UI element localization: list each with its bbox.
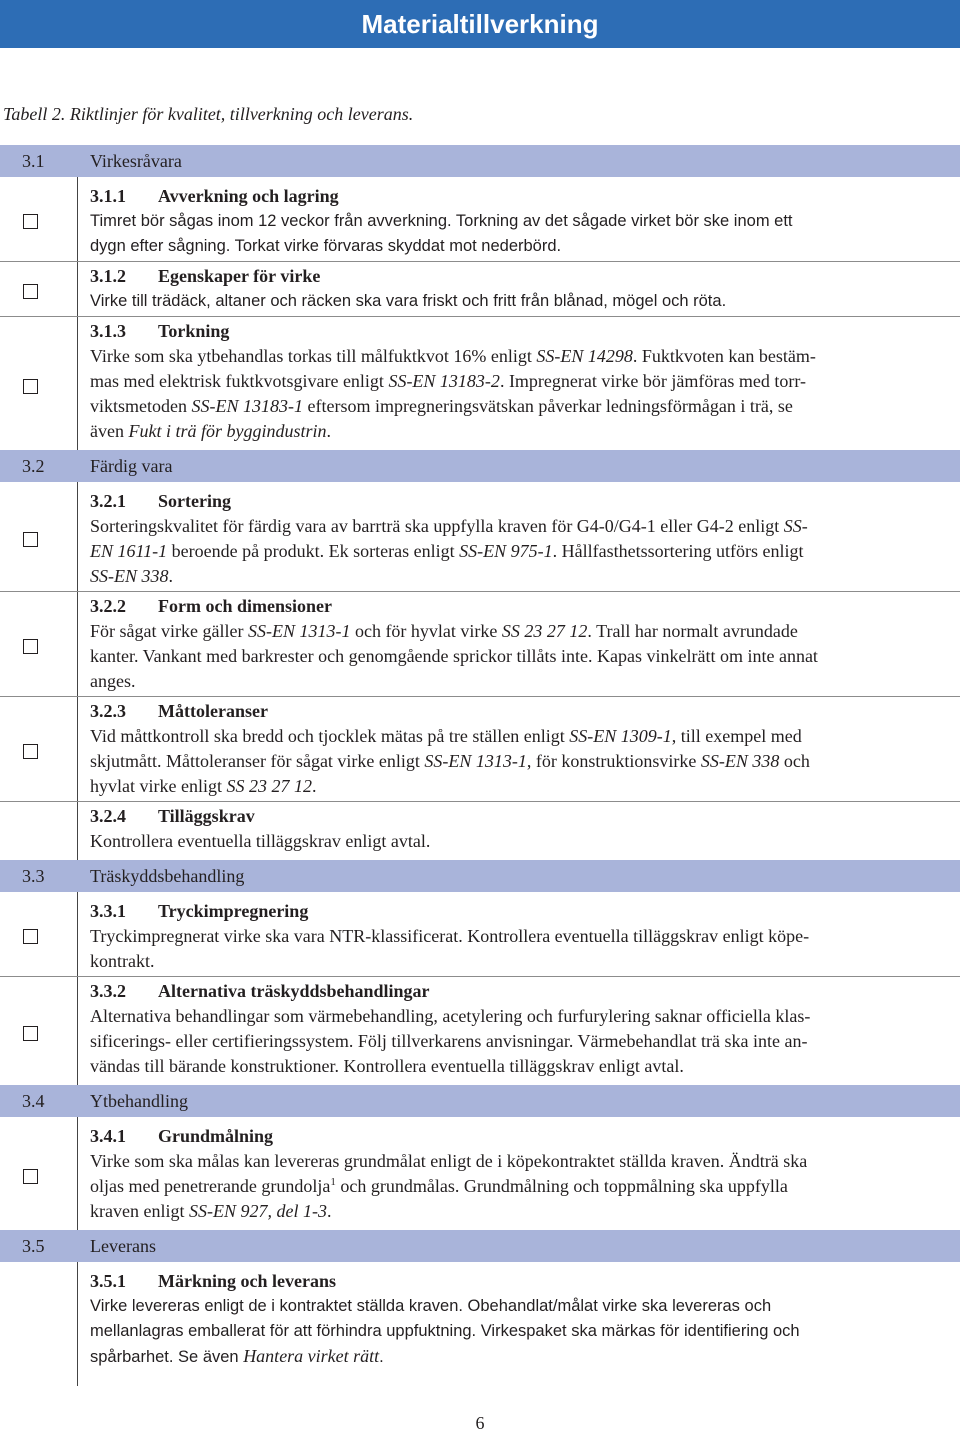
item-3-1-2 xyxy=(0,262,960,317)
text-line xyxy=(90,829,952,854)
text-line xyxy=(90,394,952,419)
text: kraven enligt xyxy=(90,1200,189,1221)
item-content xyxy=(78,317,960,450)
standard-reference: SS-EN 338 xyxy=(90,565,169,586)
item-heading xyxy=(90,264,952,289)
text-line xyxy=(90,1344,952,1370)
standard-reference: SS-EN 975-1 xyxy=(459,540,553,561)
text-line xyxy=(90,419,952,444)
section-number: 3.5 xyxy=(22,1235,45,1256)
checkbox-cell xyxy=(0,1262,78,1386)
item-heading xyxy=(90,184,952,209)
text: , för konstruktionsvirke xyxy=(526,750,701,771)
text: oljas med penetrerande grundolja xyxy=(90,1175,331,1196)
text: Virke levereras enligt de i kontraktet ställda kraven. Obehandlat/målat virke ska levereras och xyxy=(90,1296,772,1315)
text-line xyxy=(90,619,952,644)
text-line xyxy=(90,949,952,974)
text: hyvlat virke enligt xyxy=(90,775,227,796)
item-number: 3.3.2 xyxy=(90,980,126,1001)
checkbox-3-3-1[interactable] xyxy=(23,929,38,944)
item-number: 3.2.3 xyxy=(90,700,126,721)
section-title: Leverans xyxy=(90,1235,156,1256)
text: eftersom impregneringsvätskan påverkar ledningsförmågan i trä, se xyxy=(303,395,793,416)
item-title: Sortering xyxy=(158,490,231,511)
text: . Fuktkvoten kan bestäm- xyxy=(632,345,816,366)
standard-reference: SS-EN 1313-1 xyxy=(247,620,351,641)
publication-reference: Fukt i trä för byggindustrin xyxy=(128,420,327,441)
item-title: Grundmålning xyxy=(158,1125,274,1146)
checkbox-3-1-3[interactable] xyxy=(23,379,38,394)
standard-reference: SS- xyxy=(783,515,808,536)
publication-reference: Hantera virket rätt xyxy=(243,1345,380,1366)
text: även xyxy=(90,420,129,441)
checkbox-3-1-1[interactable] xyxy=(23,214,38,229)
item-heading xyxy=(90,1124,952,1149)
item-content xyxy=(78,177,960,261)
item-3-1-1 xyxy=(0,177,960,262)
text-line xyxy=(90,924,952,949)
item-number: 3.2.1 xyxy=(90,490,126,511)
checkbox-cell xyxy=(0,802,78,860)
text: skjutmått. Måttoleranser för sågat virke enligt xyxy=(90,750,425,771)
checkbox-cell xyxy=(0,592,78,696)
standard-reference: SS-EN 1313-1 xyxy=(424,750,527,771)
standard-reference: SS-EN 927, del 1-3 xyxy=(188,1200,327,1221)
item-3-2-3 xyxy=(0,697,960,802)
checkbox-cell xyxy=(0,317,78,450)
item-title: Tilläggskrav xyxy=(158,805,255,826)
item-heading xyxy=(90,1269,952,1294)
section-title: Färdig vara xyxy=(90,455,173,476)
text: . xyxy=(326,1200,332,1221)
text: . Hållfasthetssortering utförs enligt xyxy=(552,540,804,561)
item-number: 3.4.1 xyxy=(90,1125,126,1146)
section-3-4 xyxy=(0,1085,960,1230)
text: vändas till bärande konstruktioner. Kontrollera eventuella tilläggskrav enligt avtal. xyxy=(90,1055,684,1076)
text: Vid måttkontroll ska bredd och tjocklek mätas på tre ställen enligt xyxy=(90,725,570,746)
item-number: 3.2.2 xyxy=(90,595,126,616)
text-line xyxy=(90,539,952,564)
text-line xyxy=(90,1149,952,1174)
item-3-2-4 xyxy=(0,802,960,860)
footnote-marker: 1 xyxy=(330,1175,336,1188)
standard-reference: EN 1611-1 xyxy=(90,540,168,561)
section-title: Träskyddsbehandling xyxy=(90,865,245,886)
guidelines-table xyxy=(0,145,960,1386)
item-3-1-3 xyxy=(0,317,960,450)
item-content xyxy=(78,1117,960,1230)
item-content xyxy=(78,482,960,591)
checkbox-3-1-2[interactable] xyxy=(23,284,38,299)
page-title: Materialtillverkning xyxy=(361,9,599,39)
text: Virke som ska ytbehandlas torkas till målfuktkvot 16% enligt xyxy=(90,345,537,366)
text: Kontrollera eventuella tilläggskrav enligt avtal. xyxy=(90,830,431,851)
item-3-2-1 xyxy=(0,482,960,592)
section-header xyxy=(0,1230,960,1262)
text: mas med elektrisk fuktkvotsgivare enligt xyxy=(90,370,389,391)
standard-reference: SS 23 27 12 xyxy=(501,620,588,641)
checkbox-3-2-3[interactable] xyxy=(23,744,38,759)
item-3-4-1 xyxy=(0,1117,960,1230)
text: . Impregnerat virke bör jämföras med torr- xyxy=(499,370,806,391)
section-header xyxy=(0,450,960,482)
text-line xyxy=(90,749,952,774)
text: Tryckimpregnerat virke ska vara NTR-klassificerat. Kontrollera eventuella tilläggskrav enligt köpe- xyxy=(90,925,810,946)
text-line xyxy=(90,344,952,369)
text-line xyxy=(90,1199,952,1224)
text: . Trall har normalt avrundade xyxy=(587,620,798,641)
text: Virke som ska målas kan levereras grundmålat enligt de i köpekontraktet ställda kraven. Ändträ ska xyxy=(90,1150,808,1171)
section-header xyxy=(0,860,960,892)
standard-reference: SS-EN 13183-1 xyxy=(191,395,303,416)
checkbox-cell xyxy=(0,1117,78,1230)
section-number: 3.3 xyxy=(22,865,45,886)
text: Sorteringskvalitet för färdig vara av barrträ ska uppfylla kraven för G4-0/G4-1 eller G4-2 enligt xyxy=(90,515,784,536)
standard-reference: SS-EN 13183-2 xyxy=(388,370,500,391)
item-content xyxy=(78,892,960,976)
text: viktsmetoden xyxy=(90,395,192,416)
checkbox-cell xyxy=(0,697,78,801)
text-line xyxy=(90,564,952,589)
checkbox-cell xyxy=(0,892,78,976)
text: , till exempel med xyxy=(671,725,802,746)
checkbox-cell xyxy=(0,977,78,1085)
standard-reference: SS 23 27 12 xyxy=(226,775,312,796)
section-3-5 xyxy=(0,1230,960,1386)
text-line xyxy=(90,774,952,799)
item-title: Torkning xyxy=(158,320,230,341)
text: . xyxy=(311,775,317,796)
checkbox-cell xyxy=(0,177,78,261)
item-heading xyxy=(90,899,952,924)
text-line xyxy=(90,369,952,394)
section-number: 3.1 xyxy=(22,150,45,171)
item-content xyxy=(78,262,960,316)
text-line xyxy=(90,1294,952,1319)
text: Timret bör sågas inom 12 veckor från avverkning. Torkning av det sågade virket bör ske inom ett xyxy=(90,211,793,230)
page-number: 6 xyxy=(475,1413,485,1433)
text-line xyxy=(90,1054,952,1079)
checkbox-cell xyxy=(0,262,78,316)
text: Alternativa behandlingar som värmebehandling, acetylering och furfurylering saknar officiella klas- xyxy=(90,1005,811,1026)
item-heading xyxy=(90,319,952,344)
item-number: 3.3.1 xyxy=(90,900,126,921)
item-title: Egenskaper för virke xyxy=(158,265,321,286)
item-number: 3.2.4 xyxy=(90,805,126,826)
checkbox-3-3-2[interactable] xyxy=(23,1026,38,1041)
item-number: 3.1.1 xyxy=(90,185,126,206)
text: För sågat virke gäller xyxy=(90,620,248,641)
text: och för hyvlat virke xyxy=(350,620,502,641)
item-heading xyxy=(90,979,952,1004)
item-content xyxy=(78,697,960,801)
text: . xyxy=(379,1347,384,1366)
section-title: Ytbehandling xyxy=(90,1090,188,1111)
text-line xyxy=(90,1004,952,1029)
item-3-5-1 xyxy=(0,1262,960,1386)
standard-reference: SS-EN 1309-1 xyxy=(569,725,672,746)
text: och grundmålas. Grundmålning och toppmålning ska uppfylla xyxy=(335,1175,788,1196)
item-content xyxy=(78,592,960,696)
checkbox-cell xyxy=(0,482,78,591)
section-number: 3.4 xyxy=(22,1090,45,1111)
item-content xyxy=(78,1262,960,1386)
item-number: 3.1.2 xyxy=(90,265,126,286)
item-title: Alternativa träskyddsbehandlingar xyxy=(158,980,430,1001)
checkbox-3-4-1[interactable] xyxy=(23,1169,38,1184)
section-title: Virkesråvara xyxy=(90,150,182,171)
checkbox-3-2-1[interactable] xyxy=(23,532,38,547)
text-line xyxy=(90,1319,952,1344)
text-line xyxy=(90,644,952,669)
text-line xyxy=(90,234,952,259)
section-3-3 xyxy=(0,860,960,1085)
section-3-1 xyxy=(0,145,960,450)
text-line xyxy=(90,1174,952,1199)
text-line xyxy=(90,1029,952,1054)
item-heading xyxy=(90,489,952,514)
text: spårbarhet. Se även xyxy=(90,1347,244,1366)
item-number: 3.1.3 xyxy=(90,320,126,341)
text: anges. xyxy=(90,670,136,691)
text-line xyxy=(90,289,952,314)
standard-reference: SS-EN 14298 xyxy=(536,345,633,366)
text: kanter. Vankant med barkrester och genomgående sprickor tillåts inte. Kapas vinkelrätt om inte annat xyxy=(90,645,818,666)
text: sificerings- eller certifieringssystem. Följ tillverkarens anvisningar. Värmebehandlat trä ska inte an- xyxy=(90,1030,808,1051)
item-title: Måttoleranser xyxy=(158,700,268,721)
item-title: Form och dimensioner xyxy=(158,595,332,616)
item-3-2-2 xyxy=(0,592,960,697)
section-header xyxy=(0,145,960,177)
header-bar xyxy=(0,0,960,48)
item-title: Märkning och leverans xyxy=(158,1270,336,1291)
text-line xyxy=(90,514,952,539)
text: . xyxy=(326,420,331,441)
table-caption: Tabell 2. Riktlinjer för kvalitet, tillverkning och leverans. xyxy=(3,104,414,124)
item-3-3-2 xyxy=(0,977,960,1085)
text-line xyxy=(90,209,952,234)
section-header xyxy=(0,1085,960,1117)
checkbox-3-2-2[interactable] xyxy=(23,639,38,654)
section-number: 3.2 xyxy=(22,455,45,476)
text-line xyxy=(90,724,952,749)
item-title: Avverkning och lagring xyxy=(158,185,339,206)
text: kontrakt. xyxy=(90,950,155,971)
text-line xyxy=(90,669,952,694)
item-heading xyxy=(90,804,952,829)
text: . xyxy=(168,565,173,586)
text: mellanlagras emballerat för att förhindra uppfuktning. Virkespaket ska märkas för identifiering och xyxy=(90,1321,800,1340)
item-heading xyxy=(90,594,952,619)
item-number: 3.5.1 xyxy=(90,1270,126,1291)
item-title: Tryckimpregnering xyxy=(158,900,309,921)
standard-reference: SS-EN 338 xyxy=(700,750,780,771)
item-3-3-1 xyxy=(0,892,960,977)
item-content xyxy=(78,802,960,860)
text: dygn efter sågning. Torkat virke förvaras skyddat mot nederbörd. xyxy=(90,236,562,255)
item-heading xyxy=(90,699,952,724)
text: och xyxy=(779,750,810,771)
text: Virke till trädäck, altaner och räcken ska vara friskt och fritt från blånad, mögel och röta. xyxy=(90,291,727,310)
section-3-2 xyxy=(0,450,960,860)
item-content xyxy=(78,977,960,1085)
text: beroende på produkt. Ek sorteras enligt xyxy=(167,540,460,561)
